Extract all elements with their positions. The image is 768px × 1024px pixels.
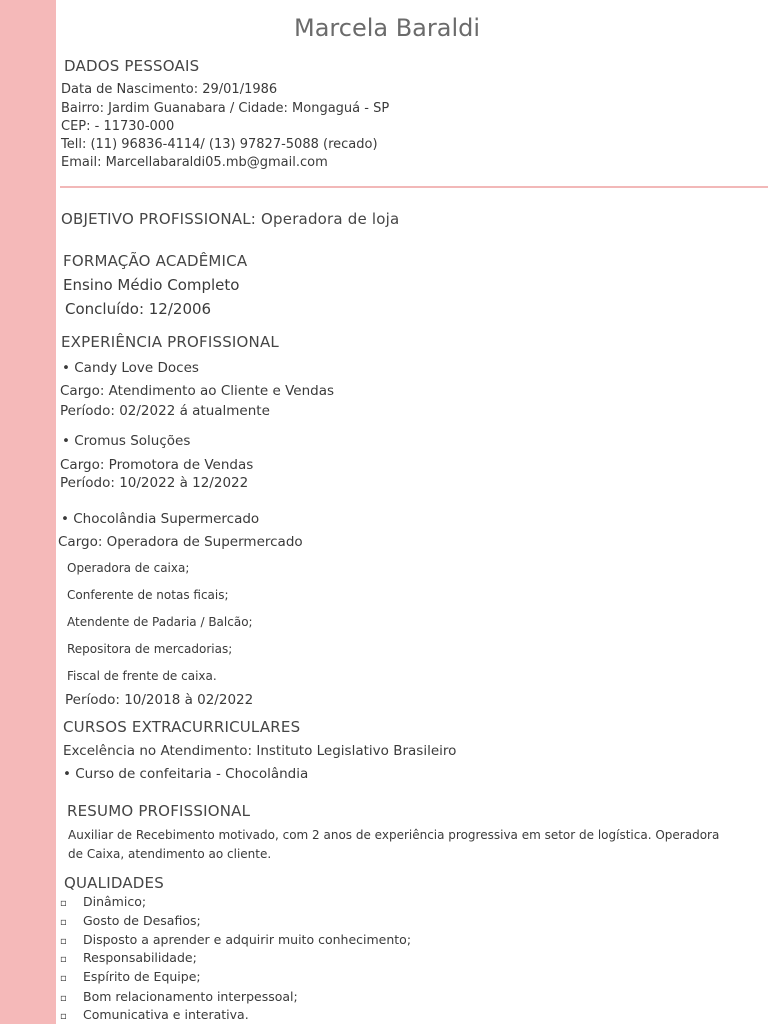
section-cursos-heading: CURSOS EXTRACURRICULARES <box>63 718 301 736</box>
email: Email: Marcellabaraldi05.mb@gmail.com <box>61 155 328 170</box>
job-empresa: • Candy Love Doces <box>62 360 199 376</box>
quality-item: ▫ Comunicativa e interativa. <box>60 1007 249 1022</box>
cep: CEP: - 11730-000 <box>61 119 175 134</box>
quality-item: ▫ Responsabilidade; <box>60 950 197 965</box>
job-empresa: • Chocolândia Supermercado <box>61 511 260 527</box>
job-task: Atendente de Padaria / Balcão; <box>67 615 253 629</box>
quality-item: ▫ Dinâmico; <box>60 894 147 909</box>
bullet-icon: ▫ <box>60 954 67 965</box>
formacao-curso: Ensino Médio Completo <box>63 276 240 294</box>
bullet-icon: ▫ <box>60 917 67 928</box>
birth-date: Data de Nascimento: 29/01/1986 <box>61 82 278 97</box>
bullet-icon: ▫ <box>60 1011 67 1022</box>
job-cargo: Cargo: Promotora de Vendas <box>60 457 254 473</box>
job-cargo: Cargo: Atendimento ao Cliente e Vendas <box>60 383 335 399</box>
bullet-icon: ▫ <box>60 993 67 1004</box>
job-empresa: • Cromus Soluções <box>62 433 191 449</box>
candidate-name: Marcela Baraldi <box>294 14 481 42</box>
section-dados-heading: DADOS PESSOAIS <box>64 57 200 75</box>
address: Bairro: Jardim Guanabara / Cidade: Mongaguá - SP <box>61 101 390 116</box>
job-cargo: Cargo: Operadora de Supermercado <box>58 534 303 550</box>
objective-heading: OBJETIVO PROFISSIONAL: <box>61 210 257 228</box>
formacao-concluido: Concluído: 12/2006 <box>65 300 212 318</box>
section-divider <box>60 186 768 188</box>
job-task: Repositora de mercadorias; <box>67 642 233 656</box>
section-resumo-heading: RESUMO PROFISSIONAL <box>67 802 251 820</box>
resumo-text: Auxiliar de Recebimento motivado, com 2 anos de experiência progressiva em setor de logística. Operadora de Caixa, atendimento ao cliente. <box>68 828 720 861</box>
quality-item: ▫ Disposto a aprender e adquirir muito conhecimento; <box>60 932 412 947</box>
objective-line <box>61 210 399 228</box>
curso-item: Excelência no Atendimento: Instituto Legislativo Brasileiro <box>63 743 457 759</box>
section-formacao-heading: FORMAÇÃO ACADÊMICA <box>63 252 248 270</box>
quality-item: ▫ Espírito de Equipe; <box>60 969 201 984</box>
curso-item: • Curso de confeitaria - Chocolândia <box>63 766 309 782</box>
pink-sidebar <box>0 0 56 1024</box>
quality-item: ▫ Bom relacionamento interpessoal; <box>60 989 298 1004</box>
bullet-icon: ▫ <box>60 973 67 984</box>
job-task: Conferente de notas ficais; <box>67 588 229 602</box>
job-periodo: Período: 10/2022 à 12/2022 <box>60 475 249 491</box>
job-periodo: Período: 10/2018 à 02/2022 <box>65 692 254 708</box>
job-task: Operadora de caixa; <box>67 561 190 575</box>
bullet-icon: ▫ <box>60 936 67 947</box>
phone: Tell: (11) 96836-4114/ (13) 97827-5088 (recado) <box>61 137 378 152</box>
section-experiencia-heading: EXPERIÊNCIA PROFISSIONAL <box>61 333 279 351</box>
job-periodo: Período: 02/2022 á atualmente <box>60 403 270 419</box>
section-qualidades-heading: QUALIDADES <box>64 874 164 892</box>
objective-value: Operadora de loja <box>261 210 400 228</box>
bullet-icon: ▫ <box>60 898 67 909</box>
job-task: Fiscal de frente de caixa. <box>67 669 217 683</box>
quality-item: ▫ Gosto de Desafios; <box>60 913 201 928</box>
